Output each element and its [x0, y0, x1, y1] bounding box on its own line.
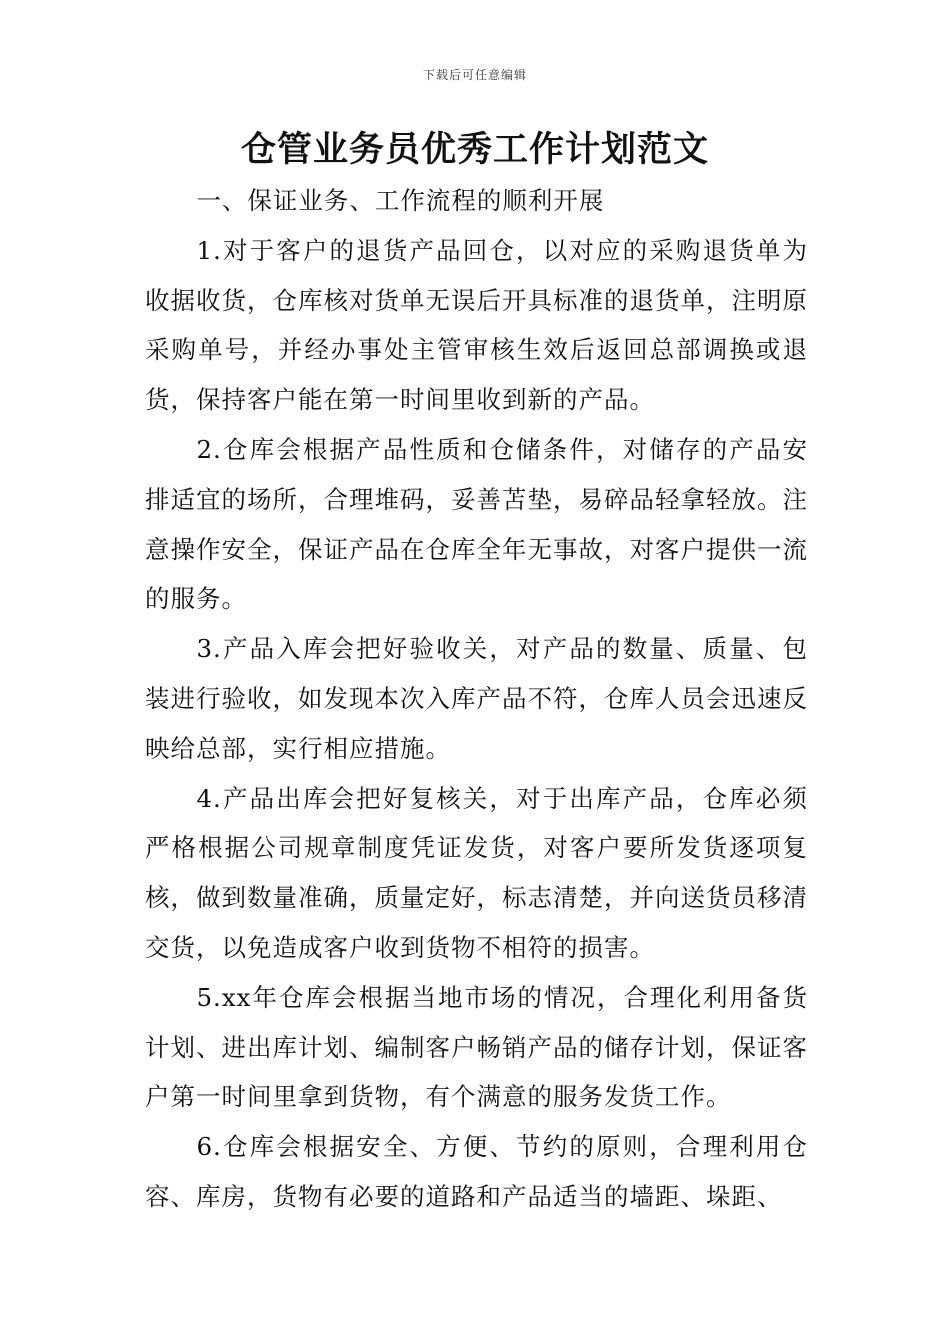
document-title: 仓管业务员优秀工作计划范文	[240, 130, 709, 170]
paragraph-item-3: 3.产品入库会把好验收关，对产品的数量、质量、包装进行验收，如发现本次入库产品不符，仓库人员会迅速反映给总部，实行相应措施。	[145, 634, 808, 763]
document-body	[145, 176, 808, 1222]
section-heading: 一、保证业务、工作流程的顺利开展	[196, 186, 605, 215]
paragraph-item-5: 5.xx年仓库会根据当地市场的情况，合理化利用备货计划、进出库计划、编制客户畅销产品的储存计划，保证客户第一时间里拿到货物，有个满意的服务发货工作。	[145, 982, 808, 1112]
header-note: 下载后可任意编辑	[422, 68, 527, 82]
paragraph-item-1: 1.对于客户的退货产品回仓，以对应的采购退货单为收据收货，仓库核对货单无误后开具标准的退货单，注明原采购单号，并经办事处主管审核生效后返回总部调换或退货，保持客户能在第一时间里收到新的产品。	[145, 235, 808, 415]
paragraph-item-6: 6.仓库会根据安全、方便、节约的原则，合理利用仓容、库房，货物有必要的道路和产品适当的墙距、垛距、	[145, 1132, 808, 1211]
paragraph-item-2: 2.仓库会根据产品性质和仓储条件，对储存的产品安排适宜的场所，合理堆码，妥善苫垫，易碎品轻拿轻放。注意操作安全，保证产品在仓库全年无事故，对客户提供一流的服务。	[145, 434, 808, 614]
paragraph-item-4: 4.产品出库会把好复核关，对于出库产品，仓库必须严格根据公司规章制度凭证发货，对客户要所发货逐项复核，做到数量准确，质量定好，标志清楚，并向送货员移清交货，以免造成客户收到货物不相符的损害。	[145, 783, 808, 962]
